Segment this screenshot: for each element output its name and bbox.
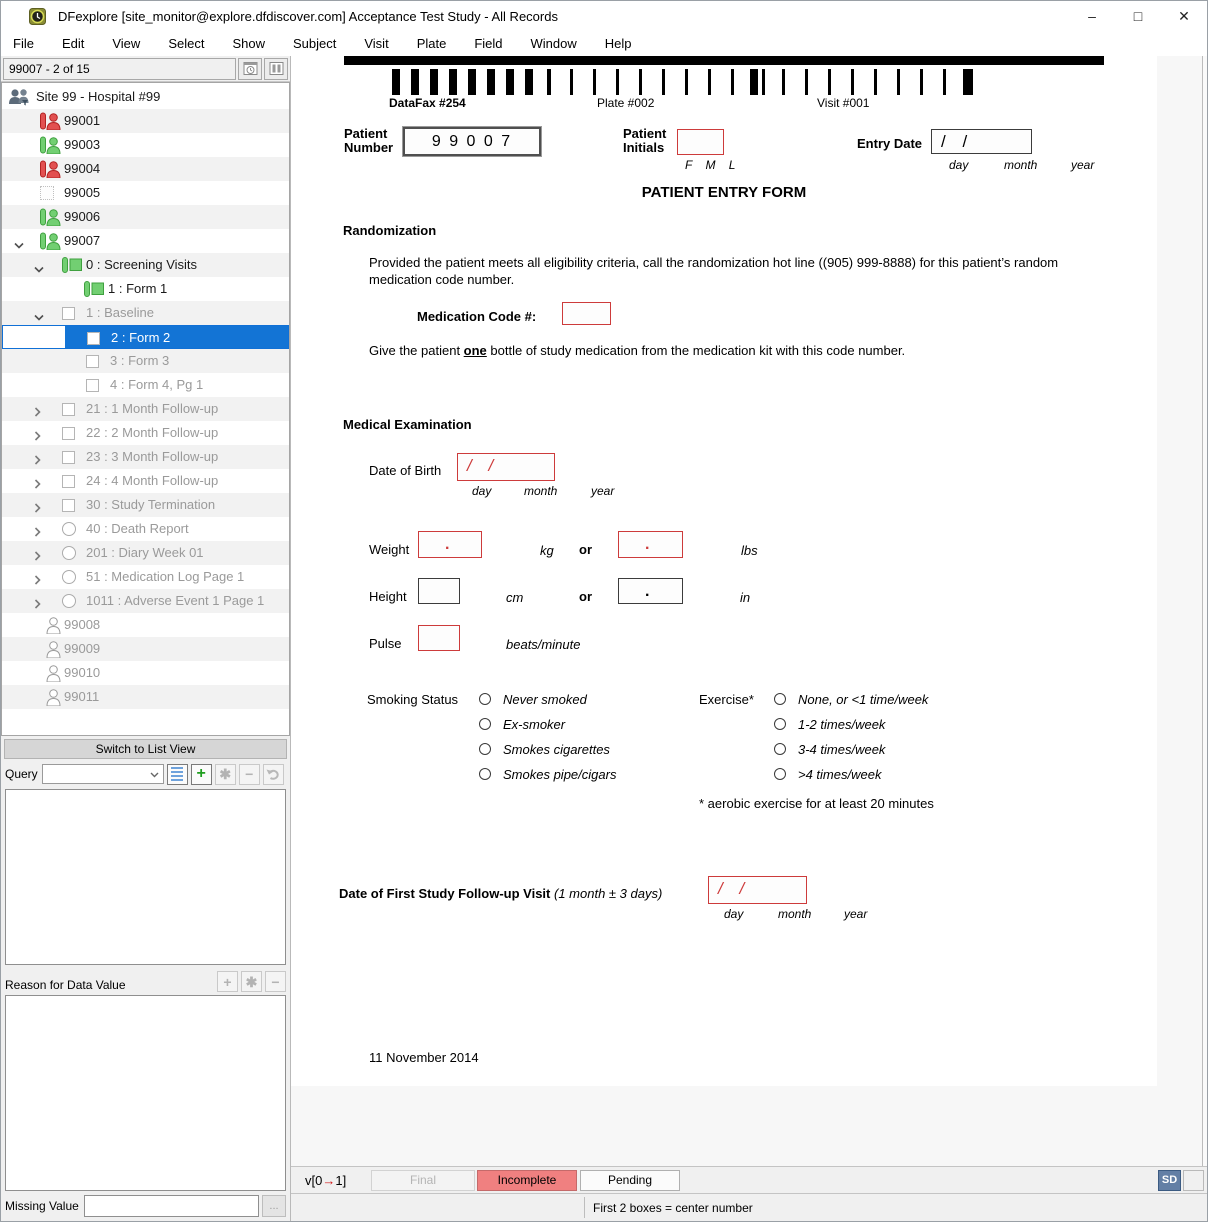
dob-year-hint: year xyxy=(591,484,615,498)
exercise-note: * aerobic exercise for at least 20 minutes xyxy=(699,796,934,811)
chevron-right-icon[interactable] xyxy=(34,477,41,492)
patient-initials-field[interactable] xyxy=(677,129,724,155)
smoking-status-label: Smoking Status xyxy=(367,692,459,707)
list-icon xyxy=(171,767,183,781)
height-in-field[interactable]: . xyxy=(618,578,683,604)
tree-item[interactable] xyxy=(2,133,289,157)
weight-or: or xyxy=(579,542,592,557)
radio-button[interactable] xyxy=(774,718,786,730)
tree-item-label: 51 : Medication Log Page 1 xyxy=(86,569,245,584)
checkbox-icon xyxy=(86,352,99,370)
radio-label: 1-2 times/week xyxy=(798,717,886,732)
tree-item[interactable] xyxy=(2,205,289,229)
sd-button[interactable]: SD xyxy=(1158,1170,1181,1191)
undo-icon xyxy=(266,768,280,780)
patient-red-icon xyxy=(40,112,62,130)
crf-page xyxy=(291,56,1157,1086)
pulse-field[interactable] xyxy=(418,625,460,651)
version-indicator: v[0→1] xyxy=(305,1172,347,1188)
circle-icon xyxy=(62,568,76,586)
radio-button[interactable] xyxy=(774,768,786,780)
medical-heading: Medical Examination xyxy=(343,417,472,432)
tree-item-label: 99001 xyxy=(64,113,101,128)
plus-icon: + xyxy=(196,765,206,782)
asterisk-icon: ✱ xyxy=(245,973,258,990)
schedule-view-button[interactable] xyxy=(238,58,262,80)
tree-item[interactable] xyxy=(2,661,289,685)
menu-plate[interactable]: Plate xyxy=(416,36,447,51)
arrow-icon: → xyxy=(322,1172,336,1188)
patient-green-icon xyxy=(40,208,62,226)
title-bar xyxy=(1,1,1207,31)
tree-item-label: 22 : 2 Month Follow-up xyxy=(86,425,219,440)
visit-label: Visit #001 xyxy=(817,96,870,110)
entry-month-hint: month xyxy=(1004,158,1038,172)
tree-item-label: 1011 : Adverse Event 1 Page 1 xyxy=(86,593,265,608)
circle-icon xyxy=(62,520,76,538)
entry-date-label: Entry Date xyxy=(857,136,923,151)
columns-icon xyxy=(269,61,284,76)
menu-show[interactable]: Show xyxy=(232,36,265,51)
menu-subject[interactable]: Subject xyxy=(292,36,337,51)
tree-item[interactable] xyxy=(2,421,289,445)
chevron-right-icon[interactable] xyxy=(34,549,41,564)
tree-item-label: 30 : Study Termination xyxy=(86,497,216,512)
radio-label: Smokes pipe/cigars xyxy=(503,767,617,782)
tree-item[interactable] xyxy=(2,325,289,349)
initials-hint: F M L xyxy=(685,158,736,172)
menu-field[interactable]: Field xyxy=(474,36,503,51)
validation-bar xyxy=(291,1166,1207,1193)
menu-visit[interactable]: Visit xyxy=(364,36,389,51)
tree-item[interactable] xyxy=(2,277,289,301)
tree-item-label: 1 : Baseline xyxy=(86,305,154,320)
tree-item[interactable] xyxy=(2,589,289,613)
final-button[interactable]: Final xyxy=(371,1170,475,1191)
form-title: PATIENT ENTRY FORM xyxy=(641,184,807,201)
patient-number-label: Patient Number xyxy=(344,126,394,155)
radio-button[interactable] xyxy=(479,768,491,780)
tree-item-label: 0 : Screening Visits xyxy=(86,257,198,272)
form-footer-date: 11 November 2014 xyxy=(369,1050,479,1065)
entry-year-hint: year xyxy=(1071,158,1095,172)
dob-day-hint: day xyxy=(472,484,492,498)
checkbox-icon xyxy=(62,472,75,490)
tree-item[interactable] xyxy=(2,397,289,421)
menu-view[interactable]: View xyxy=(112,36,141,51)
query-text-area[interactable] xyxy=(5,789,286,965)
query-label: Query xyxy=(5,767,38,781)
height-label: Height xyxy=(369,589,407,604)
tree-item-label: 21 : 1 Month Follow-up xyxy=(86,401,219,416)
medication-code-label: Medication Code #: xyxy=(417,309,537,324)
patient-number-field[interactable]: 9 9 0 0 7 xyxy=(403,127,541,156)
minus-icon: − xyxy=(245,766,254,782)
query-add-button[interactable] xyxy=(191,764,212,785)
radio-label: >4 times/week xyxy=(798,767,882,782)
in-unit: in xyxy=(740,590,751,605)
entry-date-field[interactable]: / / xyxy=(931,129,1032,154)
switch-to-list-view-button[interactable]: Switch to List View xyxy=(4,739,287,759)
tree-item-label: 4 : Form 4, Pg 1 xyxy=(110,377,204,392)
subject-tree xyxy=(1,82,290,736)
tree-item-label: 23 : 3 Month Follow-up xyxy=(86,449,219,464)
missing-value-label: Missing Value xyxy=(5,1199,79,1213)
tree-item[interactable] xyxy=(2,517,289,541)
dob-month-hint: month xyxy=(524,484,558,498)
reason-remove-button[interactable] xyxy=(265,971,286,992)
radio-button[interactable] xyxy=(774,743,786,755)
checkbox-icon xyxy=(62,424,75,442)
patient-initials-label: Patient Initials xyxy=(623,126,667,155)
tree-item[interactable] xyxy=(2,637,289,661)
weight-lbs-field[interactable]: . xyxy=(618,531,683,558)
radio-label: Smokes cigarettes xyxy=(503,742,610,757)
chevron-right-icon[interactable] xyxy=(34,525,41,540)
asterisk-icon: ✱ xyxy=(219,766,232,782)
randomization-heading: Randomization xyxy=(343,223,437,238)
chevron-right-icon[interactable] xyxy=(34,405,41,420)
radio-button[interactable] xyxy=(774,693,786,705)
record-indicator: 99007 - 2 of 15 xyxy=(3,58,236,80)
menu-edit[interactable]: Edit xyxy=(61,36,85,51)
barcode-topbar xyxy=(344,56,1104,65)
tree-item-label: 99006 xyxy=(64,209,101,224)
tree-item[interactable] xyxy=(2,301,289,325)
followup-date-field[interactable]: / / xyxy=(708,876,807,904)
randomization-paragraph: Provided the patient meets all eligibility criteria, call the randomization hot line ((905) 999-8888) for this patient’s random medication code number. xyxy=(369,255,1059,287)
plate-label: Plate #002 xyxy=(597,96,655,110)
tree-item[interactable] xyxy=(2,565,289,589)
menu-help[interactable]: Help xyxy=(604,36,632,51)
missing-value-browse-button[interactable]: ... xyxy=(262,1195,286,1217)
reason-toolbar xyxy=(1,965,290,995)
query-remove-button[interactable] xyxy=(239,764,260,785)
patient-plain-icon xyxy=(40,664,62,682)
circle-icon xyxy=(62,592,76,610)
tree-item[interactable] xyxy=(2,229,289,253)
tree-item[interactable] xyxy=(2,253,289,277)
reason-add-button[interactable] xyxy=(217,971,238,992)
dob-field[interactable]: / / xyxy=(457,453,555,481)
chevron-right-icon[interactable] xyxy=(34,453,41,468)
missing-value-row xyxy=(1,1191,290,1221)
query-edit-button[interactable] xyxy=(215,764,236,785)
minimize-button[interactable]: – xyxy=(1088,8,1096,24)
checkbox-icon xyxy=(87,329,100,347)
tree-item-label: 99007 xyxy=(64,233,101,248)
chevron-right-icon[interactable] xyxy=(34,573,41,588)
patient-plain-icon xyxy=(40,640,62,658)
incomplete-button[interactable]: Incomplete xyxy=(477,1170,577,1191)
pending-button[interactable]: Pending xyxy=(580,1170,680,1191)
give-instruction: Give the patient one bottle of study medication from the medication kit with this code number. xyxy=(369,343,906,358)
barcode xyxy=(392,69,973,95)
status-bar xyxy=(291,1193,1207,1221)
pulse-label: Pulse xyxy=(369,636,402,651)
visit-green-icon xyxy=(62,256,82,274)
main-area xyxy=(291,56,1207,1221)
lbs-unit: lbs xyxy=(741,543,758,558)
tree-item[interactable] xyxy=(2,349,289,373)
chevron-down-icon[interactable] xyxy=(34,309,44,324)
entry-day-hint: day xyxy=(949,158,969,172)
menu-window[interactable]: Window xyxy=(530,36,577,51)
tree-item[interactable] xyxy=(2,109,289,133)
tree-item[interactable] xyxy=(2,181,289,205)
missing-value-input[interactable] xyxy=(84,1195,259,1217)
circle-icon xyxy=(62,544,76,562)
form-viewport xyxy=(291,56,1207,1166)
checkbox-icon xyxy=(62,304,75,322)
patient-plain-icon xyxy=(40,688,62,706)
followup-day-hint: day xyxy=(724,907,744,921)
reason-edit-button[interactable] xyxy=(241,971,262,992)
maximize-button[interactable]: □ xyxy=(1133,8,1143,24)
checkbox-icon xyxy=(62,400,75,418)
radio-label: Never smoked xyxy=(503,692,587,707)
bpm-unit: beats/minute xyxy=(506,637,581,652)
query-toolbar xyxy=(1,761,290,787)
field-help-text: First 2 boxes = center number xyxy=(593,1200,753,1215)
menu-bar xyxy=(1,31,1207,56)
patient-green-icon xyxy=(40,136,62,154)
radio-label: 3-4 times/week xyxy=(798,742,886,757)
calendar-clock-icon xyxy=(243,61,258,76)
tree-item-label: 99003 xyxy=(64,137,101,152)
reason-label: Reason for Data Value xyxy=(5,978,126,992)
app-icon xyxy=(29,8,46,25)
tree-item-label: 99008 xyxy=(64,617,101,632)
tree-item-label: 2 : Form 2 xyxy=(111,330,171,345)
chevron-down-icon[interactable] xyxy=(14,237,24,252)
sidebar xyxy=(1,56,291,1221)
patient-green-icon xyxy=(40,232,62,250)
visit-green-icon xyxy=(84,280,104,298)
radio-label: None, or <1 time/week xyxy=(798,692,929,707)
tree-item-label: 99009 xyxy=(64,641,101,656)
checkbox-icon xyxy=(86,376,99,394)
tree-item[interactable] xyxy=(2,469,289,493)
column-view-button[interactable] xyxy=(264,58,288,80)
radio-button[interactable] xyxy=(479,693,491,705)
menu-file[interactable]: File xyxy=(13,36,34,51)
height-cm-field[interactable] xyxy=(418,578,460,604)
tree-item-label: 99004 xyxy=(64,161,101,176)
record-bar xyxy=(1,56,290,82)
chevron-down-icon[interactable] xyxy=(34,261,44,276)
reason-text-area[interactable] xyxy=(5,995,286,1191)
patient-plain-icon xyxy=(40,616,62,634)
query-undo-button[interactable] xyxy=(263,764,284,785)
tree-item-label: 99010 xyxy=(64,665,101,680)
tree-item-label: Site 99 - Hospital #99 xyxy=(36,89,161,104)
vertical-scrollbar[interactable] xyxy=(1202,56,1207,1166)
tree-item[interactable] xyxy=(2,685,289,709)
followup-label: Date of First Study Follow-up Visit (1 month ± 3 days) xyxy=(339,886,663,901)
cm-unit: cm xyxy=(506,590,524,605)
close-button[interactable]: ✕ xyxy=(1178,7,1190,24)
blank-button[interactable] xyxy=(1183,1170,1204,1191)
status-divider xyxy=(584,1197,585,1218)
chevron-right-icon[interactable] xyxy=(34,597,41,612)
menu-select[interactable]: Select xyxy=(168,36,205,51)
chevron-right-icon[interactable] xyxy=(34,429,41,444)
checkbox-icon xyxy=(62,496,75,514)
radio-button[interactable] xyxy=(479,743,491,755)
chevron-right-icon[interactable] xyxy=(34,501,41,516)
followup-year-hint: year xyxy=(844,907,868,921)
medication-code-field[interactable] xyxy=(562,302,611,325)
tree-item-label: 99011 xyxy=(64,689,100,704)
kg-unit: kg xyxy=(540,543,554,558)
site-icon xyxy=(8,88,34,106)
tree-item[interactable] xyxy=(2,493,289,517)
tree-item[interactable] xyxy=(2,613,289,637)
tree-item[interactable] xyxy=(2,445,289,469)
minus-icon: − xyxy=(271,973,280,990)
tree-item-label: 1 : Form 1 xyxy=(108,281,168,296)
query-list-button[interactable] xyxy=(167,764,188,785)
tree-item-label: 201 : Diary Week 01 xyxy=(86,545,204,560)
radio-label: Ex-smoker xyxy=(503,717,566,732)
patient-red-icon xyxy=(40,160,62,178)
dob-label: Date of Birth xyxy=(369,463,442,478)
query-dropdown[interactable] xyxy=(42,764,164,784)
tree-item[interactable] xyxy=(2,157,289,181)
weight-label: Weight xyxy=(369,542,410,557)
tree-item-label: 99005 xyxy=(64,185,101,200)
plus-icon: + xyxy=(223,973,232,990)
datafax-label: DataFax #254 xyxy=(389,96,466,110)
weight-kg-field[interactable]: . xyxy=(418,531,482,558)
window-title: DFexplore [site_monitor@explore.dfdiscover.com] Acceptance Test Study - All Records xyxy=(58,8,558,24)
tree-item[interactable] xyxy=(2,373,289,397)
followup-month-hint: month xyxy=(778,907,812,921)
tree-item-label: 40 : Death Report xyxy=(86,521,189,536)
ghost-icon xyxy=(40,184,54,202)
height-or: or xyxy=(579,589,592,604)
tree-item-label: 3 : Form 3 xyxy=(110,353,170,368)
exercise-label: Exercise* xyxy=(699,692,754,707)
tree-item[interactable] xyxy=(2,85,289,109)
radio-button[interactable] xyxy=(479,718,491,730)
chevron-down-icon xyxy=(150,772,159,778)
tree-item-label: 24 : 4 Month Follow-up xyxy=(86,473,219,488)
checkbox-icon xyxy=(62,448,75,466)
tree-item[interactable] xyxy=(2,541,289,565)
